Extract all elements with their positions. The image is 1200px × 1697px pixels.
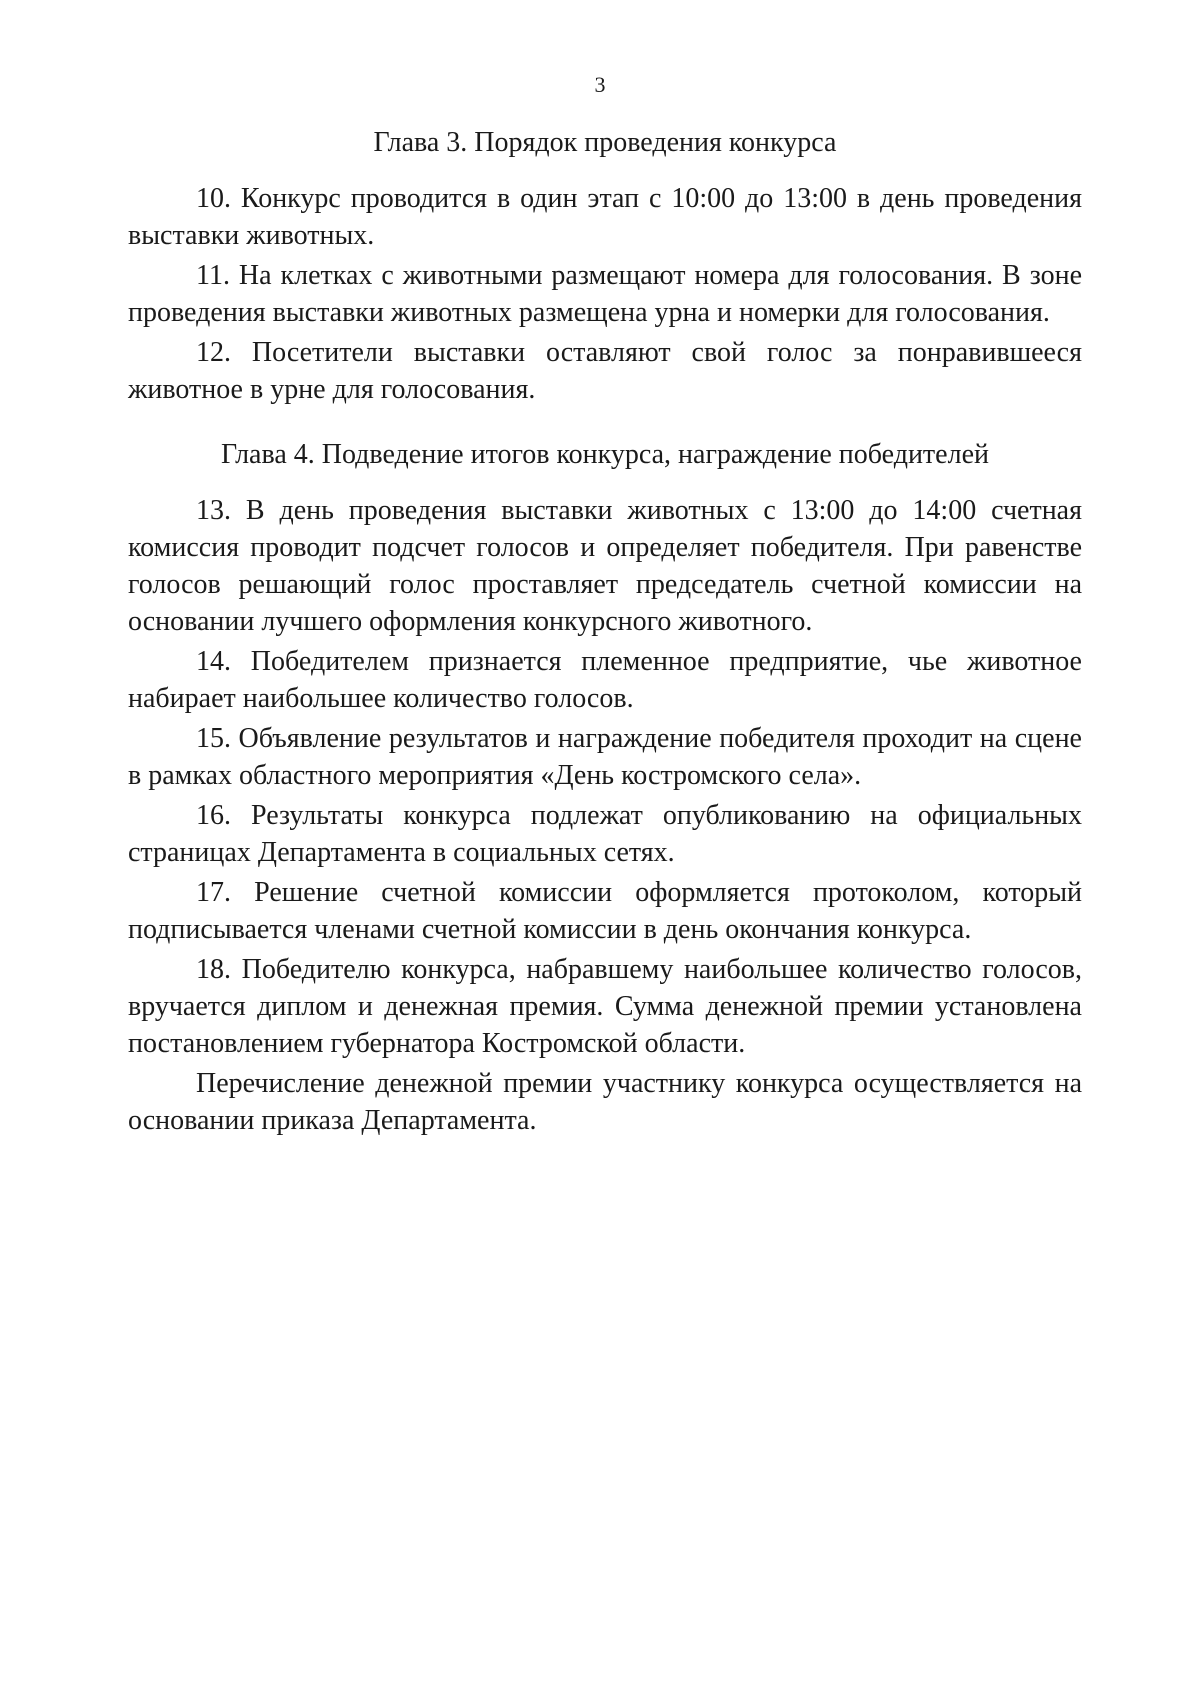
paragraph-12: 12. Посетители выставки оставляют свой голос за понравившееся животное в урне для голосования. (128, 337, 1082, 405)
paragraph-16: 16. Результаты конкурса подлежат опубликованию на официальных страницах Департамента в социальных сетях. (128, 800, 1082, 868)
paragraph-11: 11. На клетках с животными размещают номера для голосования. В зоне проведения выставки животных размещена урна и номерки для голосования. (128, 260, 1082, 328)
paragraph-15: 15. Объявление результатов и награждение победителя проходит на сцене в рамках областного мероприятия «День костромского села». (128, 723, 1082, 791)
paragraph-13: 13. В день проведения выставки животных с 13:00 до 14:00 счетная комиссия проводит подсчет голосов и определяет победителя. При равенстве голосов решающий голос проставляет председатель счетной комиссии на основании лучшего оформления конкурсного животного. (128, 495, 1082, 637)
paragraph-18: 18. Победителю конкурса, набравшему наибольшее количество голосов, вручается диплом и денежная премия. Сумма денежной премии установлена постановлением губернатора Костромской области. (128, 954, 1082, 1059)
chapter-4-heading: Глава 4. Подведение итогов конкурса, награждение победителей (221, 439, 989, 470)
chapter-4-section (128, 436, 1082, 1139)
chapter-3-heading: Глава 3. Порядок проведения конкурса (373, 127, 837, 158)
page-number: 3 (594, 72, 606, 97)
paragraph-14: 14. Победителем признается племенное предприятие, чье животное набирает наибольшее количество голосов. (128, 646, 1082, 714)
paragraph-18-continuation: Перечисление денежной премии участнику конкурса осуществляется на основании приказа Департамента. (128, 1068, 1082, 1136)
chapter-3-section (128, 124, 1082, 408)
paragraph-17: 17. Решение счетной комиссии оформляется протоколом, который подписывается членами счетной комиссии в день окончания конкурса. (128, 877, 1082, 945)
paragraph-10: 10. Конкурс проводится в один этап с 10:00 до 13:00 в день проведения выставки животных. (128, 183, 1082, 251)
